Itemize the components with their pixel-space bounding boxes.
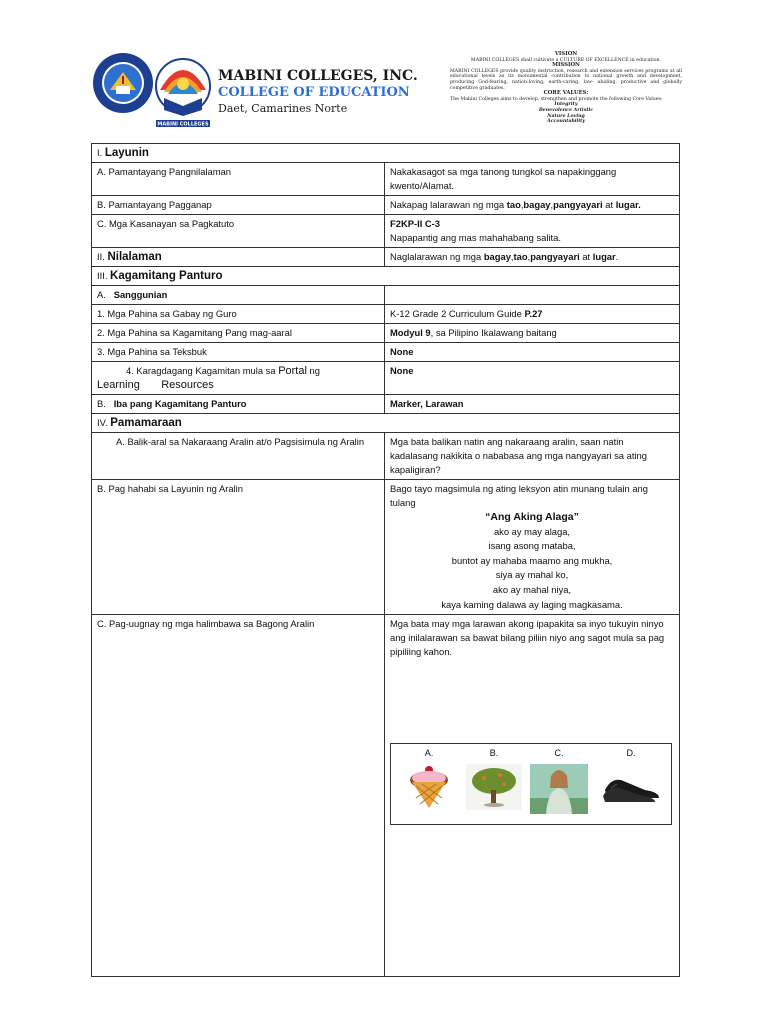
poem-line: kaya kaming dalawa ay laging magkasama. (441, 598, 623, 610)
row-label: A. Pamantayang Pangnilalaman (92, 163, 385, 196)
row-label: C. Mga Kasanayan sa Pagkatuto (92, 215, 385, 248)
row-label: B. Iba pang Kagamitang Panturo (92, 395, 385, 414)
row-value (385, 286, 680, 305)
section-row (92, 414, 680, 433)
poem-intro: Bago tayo magsimula ng ating leksyon atin munang tulain ang tulang (390, 483, 648, 508)
mabini-colleges-seal (92, 52, 154, 114)
vision-heading: VISION (554, 51, 578, 57)
row-value: Mga bata balikan natin ang nakaraang aralin, saan natin kadalasang nakikita o nababasa ang mga nangyayari sa ating kapaligiran? (385, 433, 680, 480)
row-label: C. Pag-uugnay ng mga halimbawa sa Bagong Aralin (92, 615, 385, 977)
row-value: Naglalarawan ng mga bagay,tao,pangyayari at lugar. (385, 248, 680, 267)
section-title: Kagamitang Panturo (110, 270, 223, 282)
section-title: Layunin (104, 147, 149, 159)
row-value: Nakakasagot sa mga tanong tungkol sa napakinggang kwento/Alamat. (385, 163, 680, 196)
core-values-heading: CORE VALUES: (543, 90, 589, 97)
vision-mission-block (450, 52, 682, 125)
table-row (92, 395, 680, 414)
row-label: 4. Karagdagang Kagamitan mula sa Portal ng Learning Resources (92, 362, 385, 395)
competency-code: F2KP-II C-3 (390, 218, 441, 229)
section-kagamitang-panturo: III. Kagamitang Panturo (92, 267, 680, 286)
table-row (92, 163, 680, 196)
row-value: Marker, Larawan (385, 395, 680, 414)
table-row (92, 196, 680, 215)
row-value (385, 615, 680, 977)
core-value-item: Accountability (547, 119, 585, 125)
poem (390, 510, 674, 612)
woman-photo (530, 764, 588, 814)
mission-text: MABINI COLLEGES provide quality instruction, research and extension services programs at all educational levels as its monumental contribution to national growth and development, producing God-fearing, nation-loving, earth-caring, law- abiding, productive and globally competitive graduates. (450, 68, 682, 91)
poem-line: buntot ay mahaba maamo ang mukha, (451, 554, 613, 566)
lesson-plan-table (91, 143, 680, 977)
choice-letter: A. (424, 748, 434, 759)
instruction-text: Mga bata may mga larawan akong ipapakita sa inyo tukuyin ninyo ang inilalarawan sa bawat bilang piliin niyo ang sagot mula sa pag pipiliing kahon. (390, 618, 665, 658)
choice-c (529, 746, 589, 814)
table-row (92, 324, 680, 343)
poem-line: ako ay mahal niya, (492, 583, 572, 595)
choice-d (601, 746, 661, 804)
address: Daet, Camarines Norte (218, 102, 348, 115)
section-title: Pamamaraan (110, 417, 182, 429)
section-pamamaraan: IV. Pamamaraan (92, 414, 680, 433)
row-label: 3. Mga Pahina sa Teksbuk (92, 343, 385, 362)
row-label: A. Sanggunian (92, 286, 385, 305)
table-row (92, 248, 680, 267)
picture-choices-box (390, 743, 672, 825)
section-layunin: I. Layunin (92, 144, 680, 163)
core-value-item: Benevolence Artistic (538, 107, 594, 113)
table-row (92, 433, 680, 480)
table-row (92, 215, 680, 248)
tree-icon (466, 764, 522, 810)
choice-b (464, 746, 524, 810)
row-label: 1. Mga Pahina sa Gabay ng Guro (92, 305, 385, 324)
logo-caption: MABINI COLLEGES (157, 121, 209, 128)
poem-line: isang asong mataba, (488, 540, 576, 552)
core-value-item: Nature Loving (547, 113, 585, 119)
competency-text: Napapantig ang mas mahahabang salita. (390, 232, 561, 243)
row-value: None (385, 362, 680, 395)
letterhead (88, 48, 680, 140)
table-row (92, 362, 680, 395)
row-value: Nakapag lalarawan ng mga tao,bagay,pangyayari at lugar. (385, 196, 680, 215)
vision-text: MABINI COLLEGES shall cultivate a CULTURE OF EXCELLENCE in education. (470, 57, 662, 63)
row-value (385, 480, 680, 615)
poem-line: siya ay mahal ko, (495, 569, 569, 581)
mission-heading: MISSION (552, 62, 580, 69)
row-label: A. Balik-aral sa Nakaraang Aralin at/o Pagsisimula ng Aralin (92, 433, 385, 480)
row-value: Modyul 9, sa Pilipino Ikalawang baitang (385, 324, 680, 343)
poem-line: ako ay may alaga, (493, 525, 571, 537)
college-name: COLLEGE OF EDUCATION (218, 85, 410, 100)
row-value: None (385, 343, 680, 362)
row-label: B. Pag hahabi sa Layunin ng Aralin (92, 480, 385, 615)
core-values-intro: The Mabini Colleges aims to develop, strengthen and promote the following Core Values: (450, 96, 663, 102)
choice-letter: D. (626, 748, 636, 759)
row-label: 2. Mga Pahina sa Kagamitang Pang mag-aaral (92, 324, 385, 343)
choice-a (399, 746, 459, 810)
row-value (385, 215, 680, 248)
table-row (92, 615, 680, 977)
section-title: Nilalaman (107, 251, 162, 263)
section-nilalaman: II. Nilalaman (92, 248, 385, 267)
ice-cream-icon (406, 764, 452, 810)
section-row (92, 267, 680, 286)
shoes-icon (601, 764, 663, 804)
row-value: K-12 Grade 2 Curriculum Guide P.27 (385, 305, 680, 324)
table-row (92, 305, 680, 324)
section-row (92, 144, 680, 163)
choice-letter: B. (489, 748, 499, 759)
poem-title: “Ang Aking Alaga” (485, 511, 579, 523)
table-row (92, 480, 680, 615)
institution-name: MABINI COLLEGES, INC. (218, 68, 418, 84)
college-of-education-logo (150, 54, 216, 136)
table-row (92, 286, 680, 305)
core-value-item: Integrity (554, 102, 578, 108)
row-label: B. Pamantayang Pagganap (92, 196, 385, 215)
choice-letter: C. (554, 748, 564, 759)
table-row (92, 343, 680, 362)
